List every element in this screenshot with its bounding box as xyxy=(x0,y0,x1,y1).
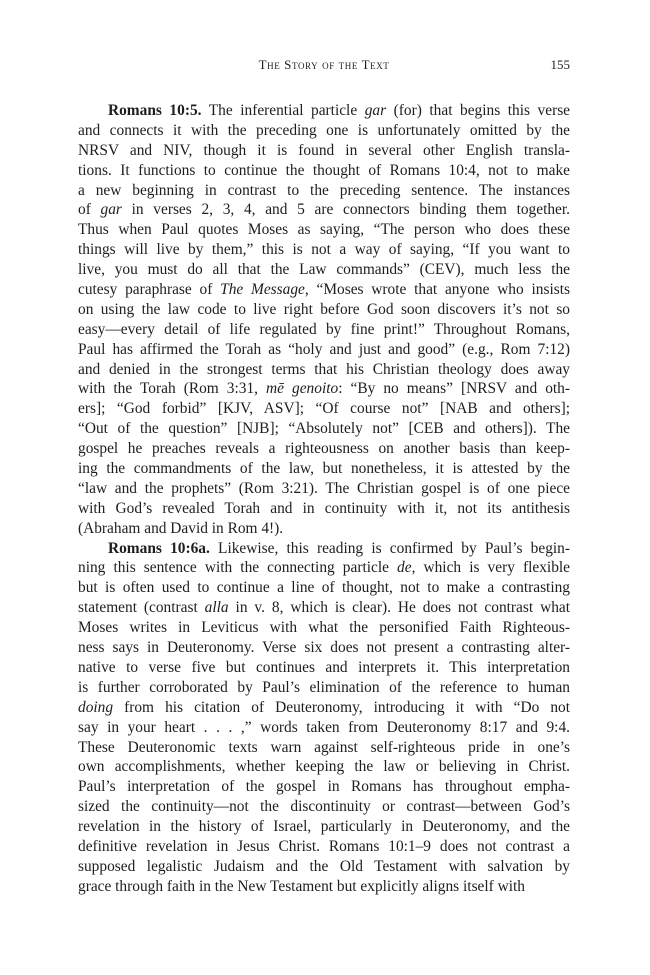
italic-term: mē genoito xyxy=(266,380,339,398)
text-line xyxy=(78,598,570,618)
text-line xyxy=(78,757,570,777)
body-text xyxy=(78,101,570,897)
text-run: and denied in the strongest terms that his Christian theology does away xyxy=(78,360,570,378)
paragraph xyxy=(78,101,570,539)
text-run: say in your heart . . . ,” words taken from Deuteronomy 8:17 and 9:4. xyxy=(78,718,570,736)
text-run: “Out of the question” [NJB]; “Absolutely not” [CEB and others]). The xyxy=(78,420,570,438)
text-line xyxy=(78,200,570,220)
text-line xyxy=(78,360,570,380)
text-line xyxy=(78,539,570,559)
text-line xyxy=(78,459,570,479)
text-run: ing the commandments of the law, but nonetheless, it is attested by the xyxy=(78,460,570,478)
text-line xyxy=(78,817,570,837)
text-line xyxy=(78,101,570,121)
text-line xyxy=(78,658,570,678)
text-line xyxy=(78,678,570,698)
text-run: but is often used to continue a line of thought, not to make a contrasting xyxy=(78,579,570,597)
text-line xyxy=(78,419,570,439)
text-line xyxy=(78,181,570,201)
italic-term: gar xyxy=(100,201,122,219)
text-line xyxy=(78,220,570,240)
text-line xyxy=(78,499,570,519)
text-line xyxy=(78,121,570,141)
text-run: (Abraham and David in Rom 4!). xyxy=(78,519,284,537)
text-run: is further corroborated by Paul’s elimination of the reference to human xyxy=(78,678,570,696)
running-head xyxy=(78,57,570,77)
italic-term: The Message xyxy=(220,281,305,299)
text-line xyxy=(78,439,570,459)
text-line xyxy=(78,738,570,758)
italic-term: gar xyxy=(364,102,387,119)
italic-term: alla xyxy=(204,599,229,617)
page-number: 155 xyxy=(550,57,570,72)
text-run: ning this sentence with the connecting particle xyxy=(78,559,398,577)
text-run: Paul’s interpretation of the gospel in Romans has throughout empha- xyxy=(78,778,570,796)
text-run: “law and the prophets” (Rom 3:21). The Christian gospel is of one piece xyxy=(78,479,570,497)
text-run: Likewise, this reading is confirmed by Paul’s begin- xyxy=(209,539,570,557)
text-run: own accomplishments, whether keeping the law or believing in Christ. xyxy=(78,758,570,776)
text-run: tions. It functions to continue the thought of Romans 10:4, not to make xyxy=(78,161,570,179)
text-run: with God’s revealed Torah and in continuity with it, not its antithesis xyxy=(78,499,570,517)
text-run: NRSV and NIV, though it is found in several other English transla- xyxy=(78,141,570,159)
text-line xyxy=(78,578,570,598)
text-run: easy—every detail of life regulated by fine print!” Throughout Romans, xyxy=(78,320,570,338)
text-run: of xyxy=(78,201,101,219)
text-line xyxy=(78,161,570,181)
text-run: on using the law code to live right before God soon discovers it’s not so xyxy=(78,300,570,318)
text-run: in verses 2, 3, 4, and 5 are connectors binding them together. xyxy=(121,201,570,219)
text-line xyxy=(78,618,570,638)
text-run: a new beginning in contrast to the preceding sentence. The instances xyxy=(78,181,570,199)
verse-reference: Romans 10:5. xyxy=(108,102,202,119)
text-run: Thus when Paul quotes Moses as saying, “The person who does these xyxy=(78,221,570,239)
text-run: (for) that begins this verse xyxy=(386,102,570,119)
text-run: Paul has affirmed the Torah as “holy and just and good” (e.g., Rom 7:12) xyxy=(78,340,570,358)
text-run: and connects it with the preceding one is unfortunately omitted by the xyxy=(78,121,570,139)
text-run: gospel he preaches reveals a righteousness on another basis than keep- xyxy=(78,440,570,458)
verse-reference: Romans 10:6a. xyxy=(108,539,210,557)
text-line xyxy=(78,777,570,797)
text-run: grace through faith in the New Testament but explicitly aligns itself with xyxy=(78,877,525,895)
text-run: native to verse five but continues and interprets it. This interpretation xyxy=(78,658,570,676)
text-line xyxy=(78,141,570,161)
text-line xyxy=(78,837,570,857)
text-run: in v. 8, which is clear). He does not contrast what xyxy=(228,599,570,617)
text-run: definitive revelation in Jesus Christ. Romans 10:1–9 does not contrast a xyxy=(78,837,570,855)
text-line xyxy=(78,260,570,280)
text-line xyxy=(78,558,570,578)
text-line xyxy=(78,519,570,539)
text-line xyxy=(78,638,570,658)
text-line xyxy=(78,877,570,897)
text-run: revelation in the history of Israel, particularly in Deuteronomy, and the xyxy=(78,818,570,836)
text-line xyxy=(78,698,570,718)
text-run: from his citation of Deuteronomy, introducing it with “Do not xyxy=(113,698,570,716)
text-line xyxy=(78,240,570,260)
text-run: , “Moses wrote that anyone who insists xyxy=(304,281,570,299)
text-line xyxy=(78,797,570,817)
text-line xyxy=(78,340,570,360)
text-run: ness says in Deuteronomy. Verse six does not present a contrasting alter- xyxy=(78,639,570,657)
text-line xyxy=(78,320,570,340)
text-line xyxy=(78,479,570,499)
text-run: ers]; “God forbid” [KJV, ASV]; “Of course not” [NAB and others]; xyxy=(78,400,570,418)
text-line xyxy=(78,280,570,300)
text-run: cutesy paraphrase of xyxy=(78,281,221,299)
text-run: The inferential particle xyxy=(201,102,365,119)
text-run: Moses writes in Leviticus with what the personified Faith Righteous- xyxy=(78,619,570,637)
text-run: things will live by them,” this is not a way of saying, “If you want to xyxy=(78,241,570,259)
italic-term: de xyxy=(397,559,412,577)
text-line xyxy=(78,300,570,320)
text-run: sized the continuity—not the discontinuity or contrast—between God’s xyxy=(78,798,570,816)
italic-term: doing xyxy=(78,698,114,716)
text-run: : “By no means” [NRSV and oth- xyxy=(338,380,570,398)
text-run: supposed legalistic Judaism and the Old Testament with salvation by xyxy=(78,857,570,875)
text-run: live, you must do all that the Law commands” (CEV), much less the xyxy=(78,261,570,279)
paragraph xyxy=(78,539,570,897)
text-line xyxy=(78,718,570,738)
text-line xyxy=(78,379,570,399)
text-line xyxy=(78,399,570,419)
text-run: statement (contrast xyxy=(78,599,205,617)
text-line xyxy=(78,857,570,877)
text-run: , which is very flexible xyxy=(411,559,570,577)
text-run: with the Torah (Rom 3:31, xyxy=(78,380,267,398)
text-run: These Deuteronomic texts warn against self-righteous pride in one’s xyxy=(78,738,570,756)
running-title: The Story of the Text xyxy=(258,57,390,72)
